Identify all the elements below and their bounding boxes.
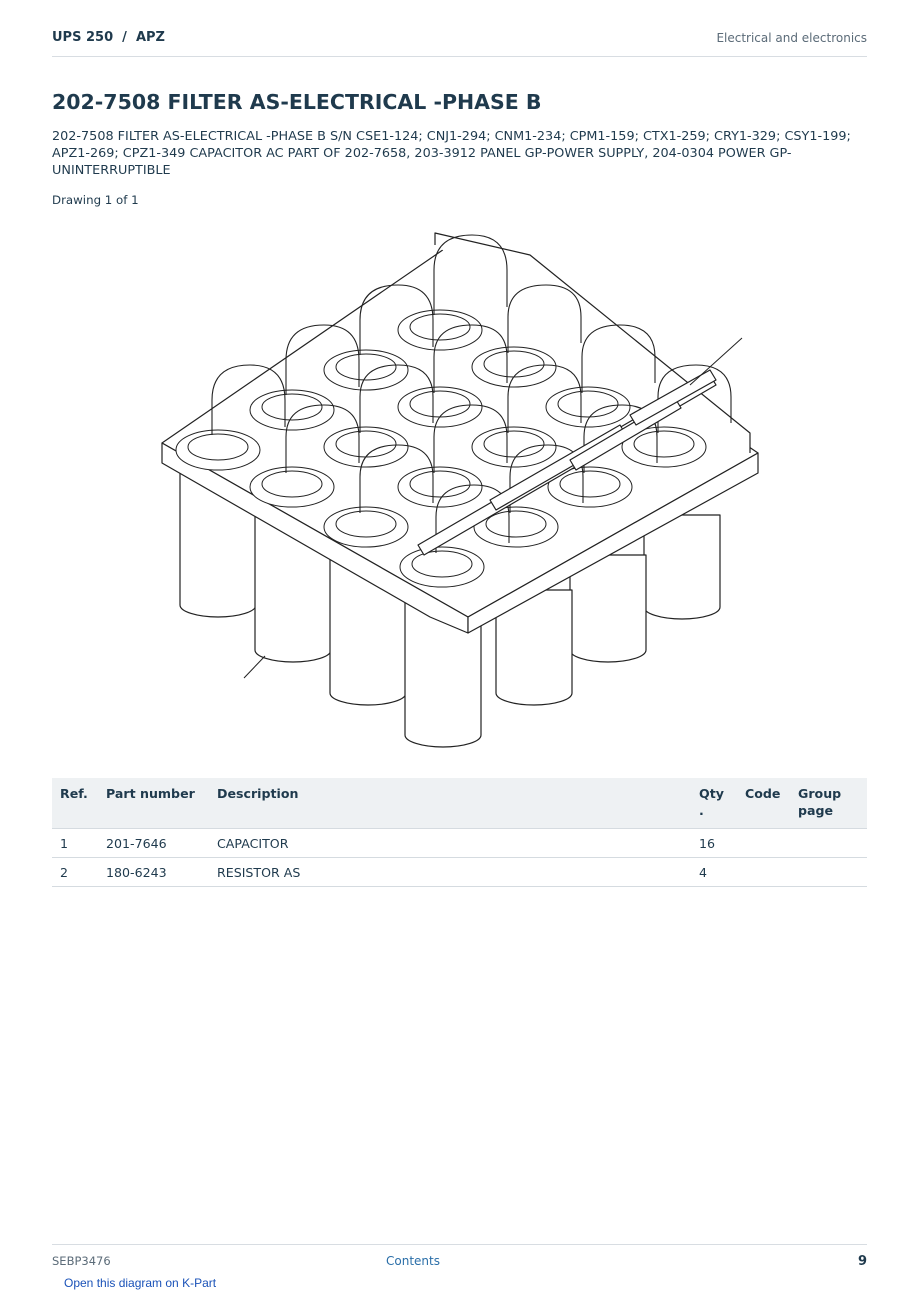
col-part-number: Part number: [98, 778, 209, 829]
table-row: [52, 858, 867, 887]
drawing-counter: Drawing 1 of 1: [52, 193, 139, 207]
page-title: 202-7508 FILTER AS-ELECTRICAL -PHASE B: [52, 90, 542, 114]
document-code: SEBP3476: [52, 1254, 111, 1268]
page-header: [52, 28, 867, 57]
part-number-cell: 201-7646: [98, 829, 209, 858]
assembly-description: 202-7508 FILTER AS-ELECTRICAL -PHASE B S/N CSE1-124; CNJ1-294; CNM1-234; CPM1-159; CTX1-259; CRY1-329; CSY1-199; APZ1-269; CPZ1-349 CAPACITOR AC PART OF 202-7658, 203-3912 PANEL GP-POWER SUPPLY, 204-0304 POWER GP-UNINTERRUPTIBLE: [52, 129, 851, 178]
section-name: Electrical and electronics: [716, 31, 867, 45]
group-page-cell: [790, 829, 867, 858]
ref-cell: 1: [52, 829, 98, 858]
ref-cell: 2: [52, 858, 98, 887]
col-qty: Qty .: [691, 778, 737, 829]
part-number-cell: 180-6243: [98, 858, 209, 887]
page-number: 9: [857, 1254, 867, 1269]
parts-table-header: [52, 778, 867, 829]
col-ref: Ref.: [52, 778, 98, 829]
table-row: [52, 829, 867, 858]
qty-cell: 16: [691, 829, 737, 858]
page-footer: [52, 1244, 867, 1275]
description-cell: CAPACITOR: [209, 829, 691, 858]
description-cell: RESISTOR AS: [209, 858, 691, 887]
col-code: Code: [737, 778, 790, 829]
open-kpart-link[interactable]: Open this diagram on K-Part: [64, 1276, 217, 1290]
code-cell: [737, 829, 790, 858]
contents-link[interactable]: Contents: [386, 1254, 440, 1268]
code-cell: [737, 858, 790, 887]
parts-diagram: [150, 215, 770, 755]
group-page-cell: [790, 858, 867, 887]
product-breadcrumb: UPS 250 / APZ: [52, 30, 165, 45]
qty-cell: 4: [691, 858, 737, 887]
parts-table: [52, 778, 867, 887]
col-group-page: Group page: [790, 778, 867, 829]
col-description: Description: [209, 778, 691, 829]
